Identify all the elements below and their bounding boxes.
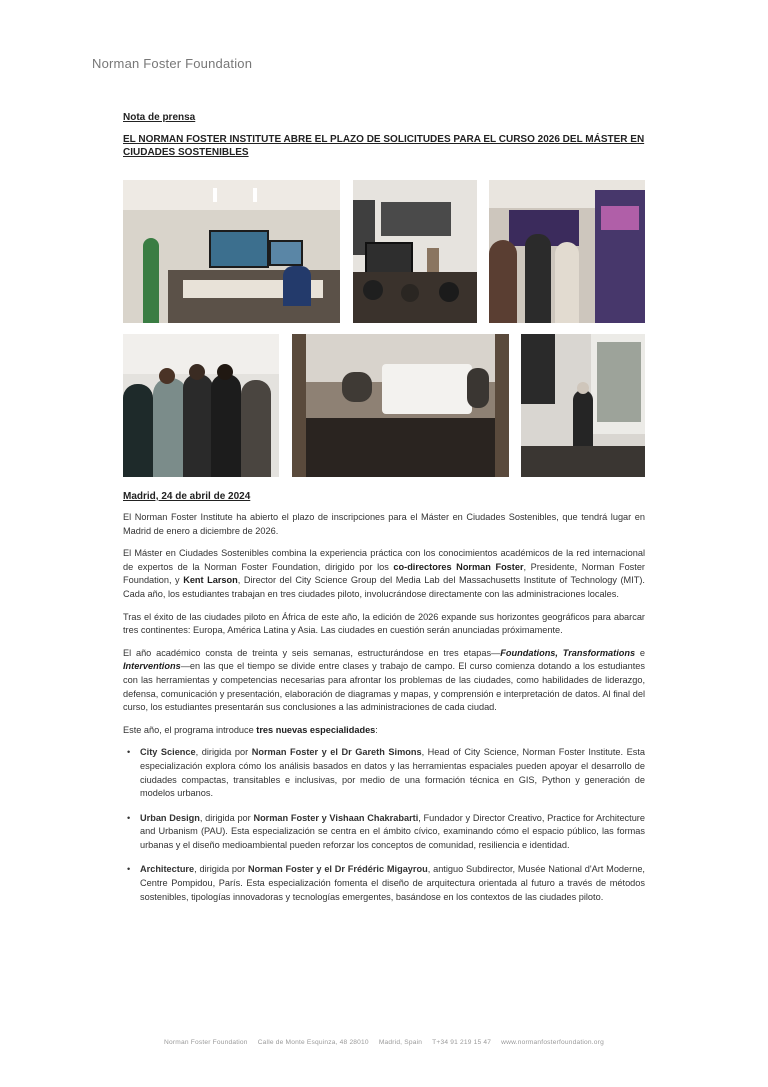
- paragraph-cities: Tras el éxito de las ciudades piloto en África de este año, la edición de 2026 expande sus horizontes geográficos para abarcar tres continentes: Europa, América Latina y Asia. Las ciudades en cuestión serán anunciadas próximamente.: [123, 611, 645, 636]
- footer: [0, 1039, 768, 1046]
- paragraph-intro: El Norman Foster Institute ha abierto el plazo de inscripciones para el Máster en Ciudades Sostenibles, que tendrá lugar en Madrid de enero a diciembre de 2026.: [123, 512, 645, 536]
- photo-exhibition: [489, 180, 645, 323]
- footer-phone: T+34 91 219 15 47: [432, 1039, 492, 1046]
- list-item-city-science: • City Science, dirigida por Norman Foster y el Dr Gareth Simons, Head of City Science, Norman Foster Institute. Esta especialización explora cómo los análisis basados en datos y las herramientas espaciales pueden apoyar el desarrollo de ciudades compactas, transitables e inclusivas, por medio de una formación técnica en GIS, Python y generación de modelos urbanos.: [127, 747, 645, 799]
- photo-row-2: [123, 334, 645, 477]
- specialties-list: [123, 746, 645, 904]
- list-item-architecture: • Architecture, dirigida por Norman Foster y el Dr Frédéric Migayrou, antiguo Subdirector, Musée National d'Art Moderne, Centre Pompidou, París. Esta especialización fomenta el diseño de arquitectura orientada al futuro a través de métodos sostenibles, tipologías innovadoras y tecnologías emergentes, basándose en los contextos de las ciudades piloto.: [127, 864, 645, 902]
- paragraph-specialties-intro: Este año, el programa introduce tres nuevas especialidades:: [123, 724, 378, 735]
- headline: EL NORMAN FOSTER INSTITUTE ABRE EL PLAZO DE SOLICITUDES PARA EL CURSO 2026 DEL MÁSTER EN CIUDADES SOSTENIBLES: [123, 134, 645, 158]
- list-item-urban-design: • Urban Design, dirigida por Norman Foster y Vishaan Chakrabarti, Fundador y Director Creativo, Practice for Architecture and Urbanism (PAU). Esta especialización se centra en el ámbito cívico, examinando cómo el espacio público, las formas urbanas y el diseño medioambiental pueden reforzar los conceptos de comunidad, resiliencia e identidad.: [127, 812, 645, 850]
- footer-address: Calle de Monte Esquinza, 48 28010: [257, 1039, 369, 1046]
- photo-speaker: [521, 334, 645, 477]
- footer-city: Madrid, Spain: [378, 1039, 423, 1046]
- footer-org: Norman Foster Foundation: [164, 1039, 248, 1046]
- kicker: Nota de prensa: [123, 112, 196, 123]
- photo-lecture: [353, 180, 477, 323]
- paragraph-academic-year: El año académico consta de treinta y seis semanas, estructurándose en tres etapas—Foundations, Transformations e Interventions—en las que el tiempo se divide entre clases y trabajo de campo. El curso comienza dotando a los estudiantes con las herramientas y competencias necesarias para afrontar los problemas de las ciudades, como habilidades de liderazgo, defensa, comunicación y presentación, elaboración de diagramas y mapas, y comprensión e interpretación de datos. Al final del curso, los estudiantes presentarán sus conclusiones a las administraciones de cada ciudad.: [123, 647, 646, 713]
- photo-row-1: [123, 180, 645, 323]
- photo-students: [123, 334, 279, 477]
- photo-classroom: [123, 180, 340, 323]
- press-release: [123, 112, 645, 915]
- dateline: Madrid, 24 de abril de 2024: [123, 491, 251, 502]
- paragraph-directors: El Máster en Ciudades Sostenibles combina la experiencia práctica con los conocimientos académicos de la red internacional de expertos de la Norman Foster Foundation, dirigido por los co-directores Norman Foster, Presidente, Norman Foster Foundation, y Kent Larson, Director del City Science Group del Media Lab del Massachusetts Institute of Technology (MIT). Cada año, los estudiantes trabajan en tres ciudades piloto, involucrándose directamente con las administraciones locales.: [123, 548, 645, 599]
- photo-auditorium: [292, 334, 509, 477]
- brand-wordmark: Norman Foster Foundation: [92, 56, 253, 71]
- footer-website-link[interactable]: www.normanfosterfoundation.org: [501, 1039, 604, 1046]
